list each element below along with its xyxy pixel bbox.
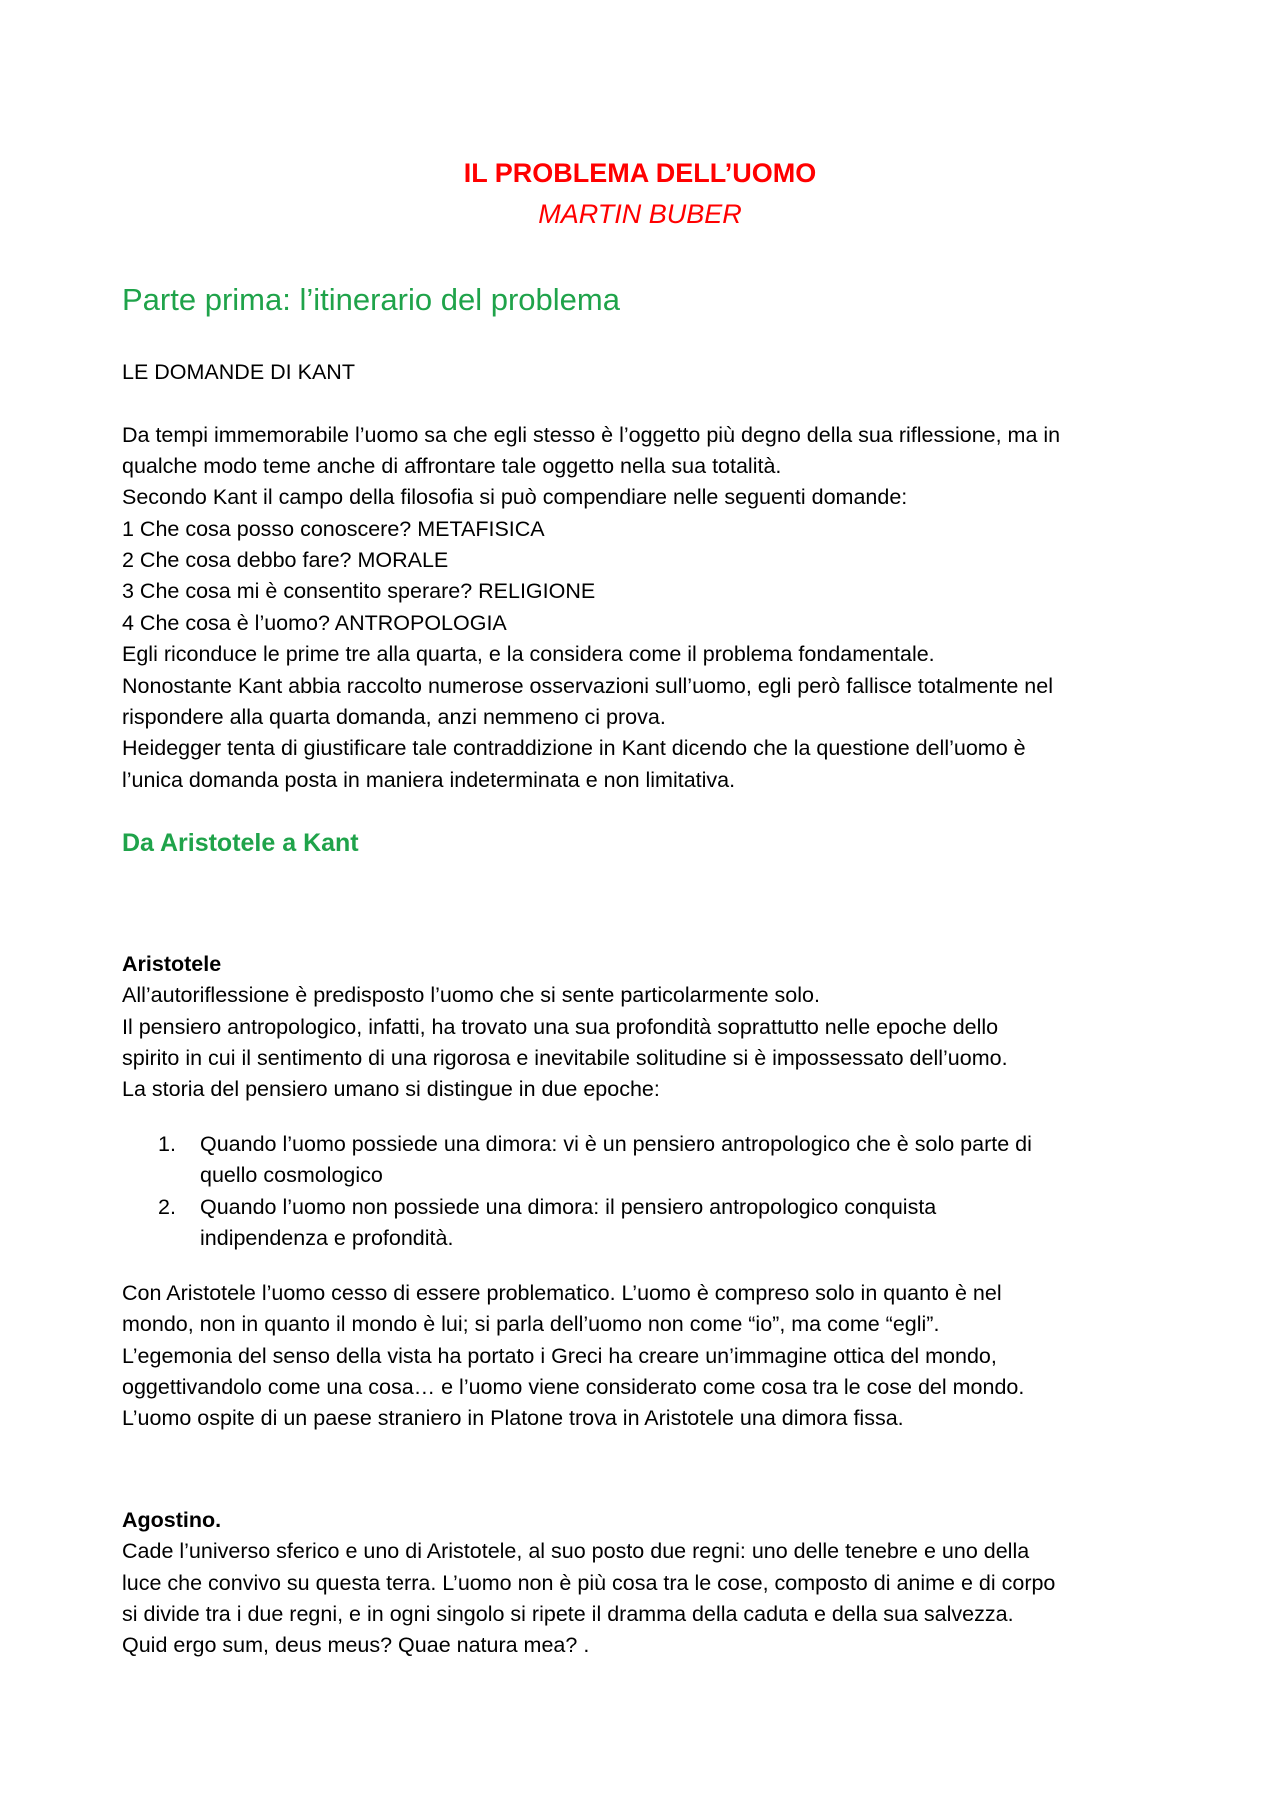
paragraph-line: Il pensiero antropologico, infatti, ha trovato una sua profondità soprattutto nelle epoche dello xyxy=(122,1015,999,1039)
paragraph-line: L’egemonia del senso della vista ha portato i Greci ha creare un’immagine ottica del mondo, xyxy=(122,1344,997,1368)
part-heading: Parte prima: l’itinerario del problema xyxy=(122,282,620,317)
paragraph-line: 4 Che cosa è l’uomo? ANTROPOLOGIA xyxy=(122,611,507,635)
list-item-number: 2. xyxy=(158,1195,176,1219)
list-item: Quando l’uomo possiede una dimora: vi è un pensiero antropologico che è solo parte di xyxy=(200,1132,1032,1156)
list-item: Quando l’uomo non possiede una dimora: il pensiero antropologico conquista xyxy=(200,1195,937,1219)
paragraph-line: Heidegger tenta di giustificare tale contraddizione in Kant dicendo che la questione dell’uomo è xyxy=(122,736,1026,760)
subheading-agostino: Agostino. xyxy=(122,1508,222,1532)
paragraph-line: Con Aristotele l’uomo cesso di essere problematico. L’uomo è compreso solo in quanto è nel xyxy=(122,1281,1002,1305)
list-item-number: 1. xyxy=(158,1132,176,1156)
paragraph-line: Quid ergo sum, deus meus? Quae natura mea? . xyxy=(122,1633,590,1657)
paragraph-line: si divide tra i due regni, e in ogni singolo si ripete il dramma della caduta e della sua salvezza. xyxy=(122,1602,1014,1626)
paragraph-line: mondo, non in quanto il mondo è lui; si parla dell’uomo non come “io”, ma come “egli”. xyxy=(122,1312,940,1336)
paragraph-line: luce che convivo su questa terra. L’uomo non è più cosa tra le cose, composto di anime e di corpo xyxy=(122,1571,1056,1595)
paragraph-line: oggettivandolo come una cosa… e l’uomo viene considerato come cosa tra le cose del mondo. xyxy=(122,1375,1025,1399)
paragraph-line: 3 Che cosa mi è consentito sperare? RELIGIONE xyxy=(122,579,596,603)
paragraph-line: La storia del pensiero umano si distingue in due epoche: xyxy=(122,1077,660,1101)
document-author: MARTIN BUBER xyxy=(538,199,742,229)
subheading-aristotele: Aristotele xyxy=(122,952,222,976)
paragraph-line: 1 Che cosa posso conoscere? METAFISICA xyxy=(122,517,545,541)
paragraph-line: L’uomo ospite di un paese straniero in Platone trova in Aristotele una dimora fissa. xyxy=(122,1406,904,1430)
paragraph-line: Da tempi immemorabile l’uomo sa che egli stesso è l’oggetto più degno della sua riflessione, ma in xyxy=(122,423,1061,447)
section-heading-kant: LE DOMANDE DI KANT xyxy=(122,360,355,384)
paragraph-line: 2 Che cosa debbo fare? MORALE xyxy=(122,548,449,572)
paragraph-line: qualche modo teme anche di affrontare tale oggetto nella sua totalità. xyxy=(122,454,782,478)
paragraph-line: All’autoriflessione è predisposto l’uomo che si sente particolarmente solo. xyxy=(122,983,820,1007)
paragraph-line: Cade l’universo sferico e uno di Aristotele, al suo posto due regni: uno delle tenebre e uno della xyxy=(122,1539,1030,1563)
section-heading-aristotele-kant: Da Aristotele a Kant xyxy=(122,829,359,857)
paragraph-line: rispondere alla quarta domanda, anzi nemmeno ci prova. xyxy=(122,705,666,729)
paragraph-line: Secondo Kant il campo della filosofia si può compendiare nelle seguenti domande: xyxy=(122,485,908,509)
document-title: IL PROBLEMA DELL’UOMO xyxy=(463,158,817,188)
paragraph-line: l’unica domanda posta in maniera indeterminata e non limitativa. xyxy=(122,768,736,792)
paragraph-line: Egli riconduce le prime tre alla quarta, e la considera come il problema fondamentale. xyxy=(122,642,935,666)
list-item: quello cosmologico xyxy=(200,1163,383,1187)
paragraph-line: spirito in cui il sentimento di una rigorosa e inevitabile solitudine si è impossessato dell’uomo. xyxy=(122,1046,1008,1070)
list-item: indipendenza e profondità. xyxy=(200,1226,454,1250)
paragraph-line: Nonostante Kant abbia raccolto numerose osservazioni sull’uomo, egli però fallisce totalmente nel xyxy=(122,674,1053,698)
